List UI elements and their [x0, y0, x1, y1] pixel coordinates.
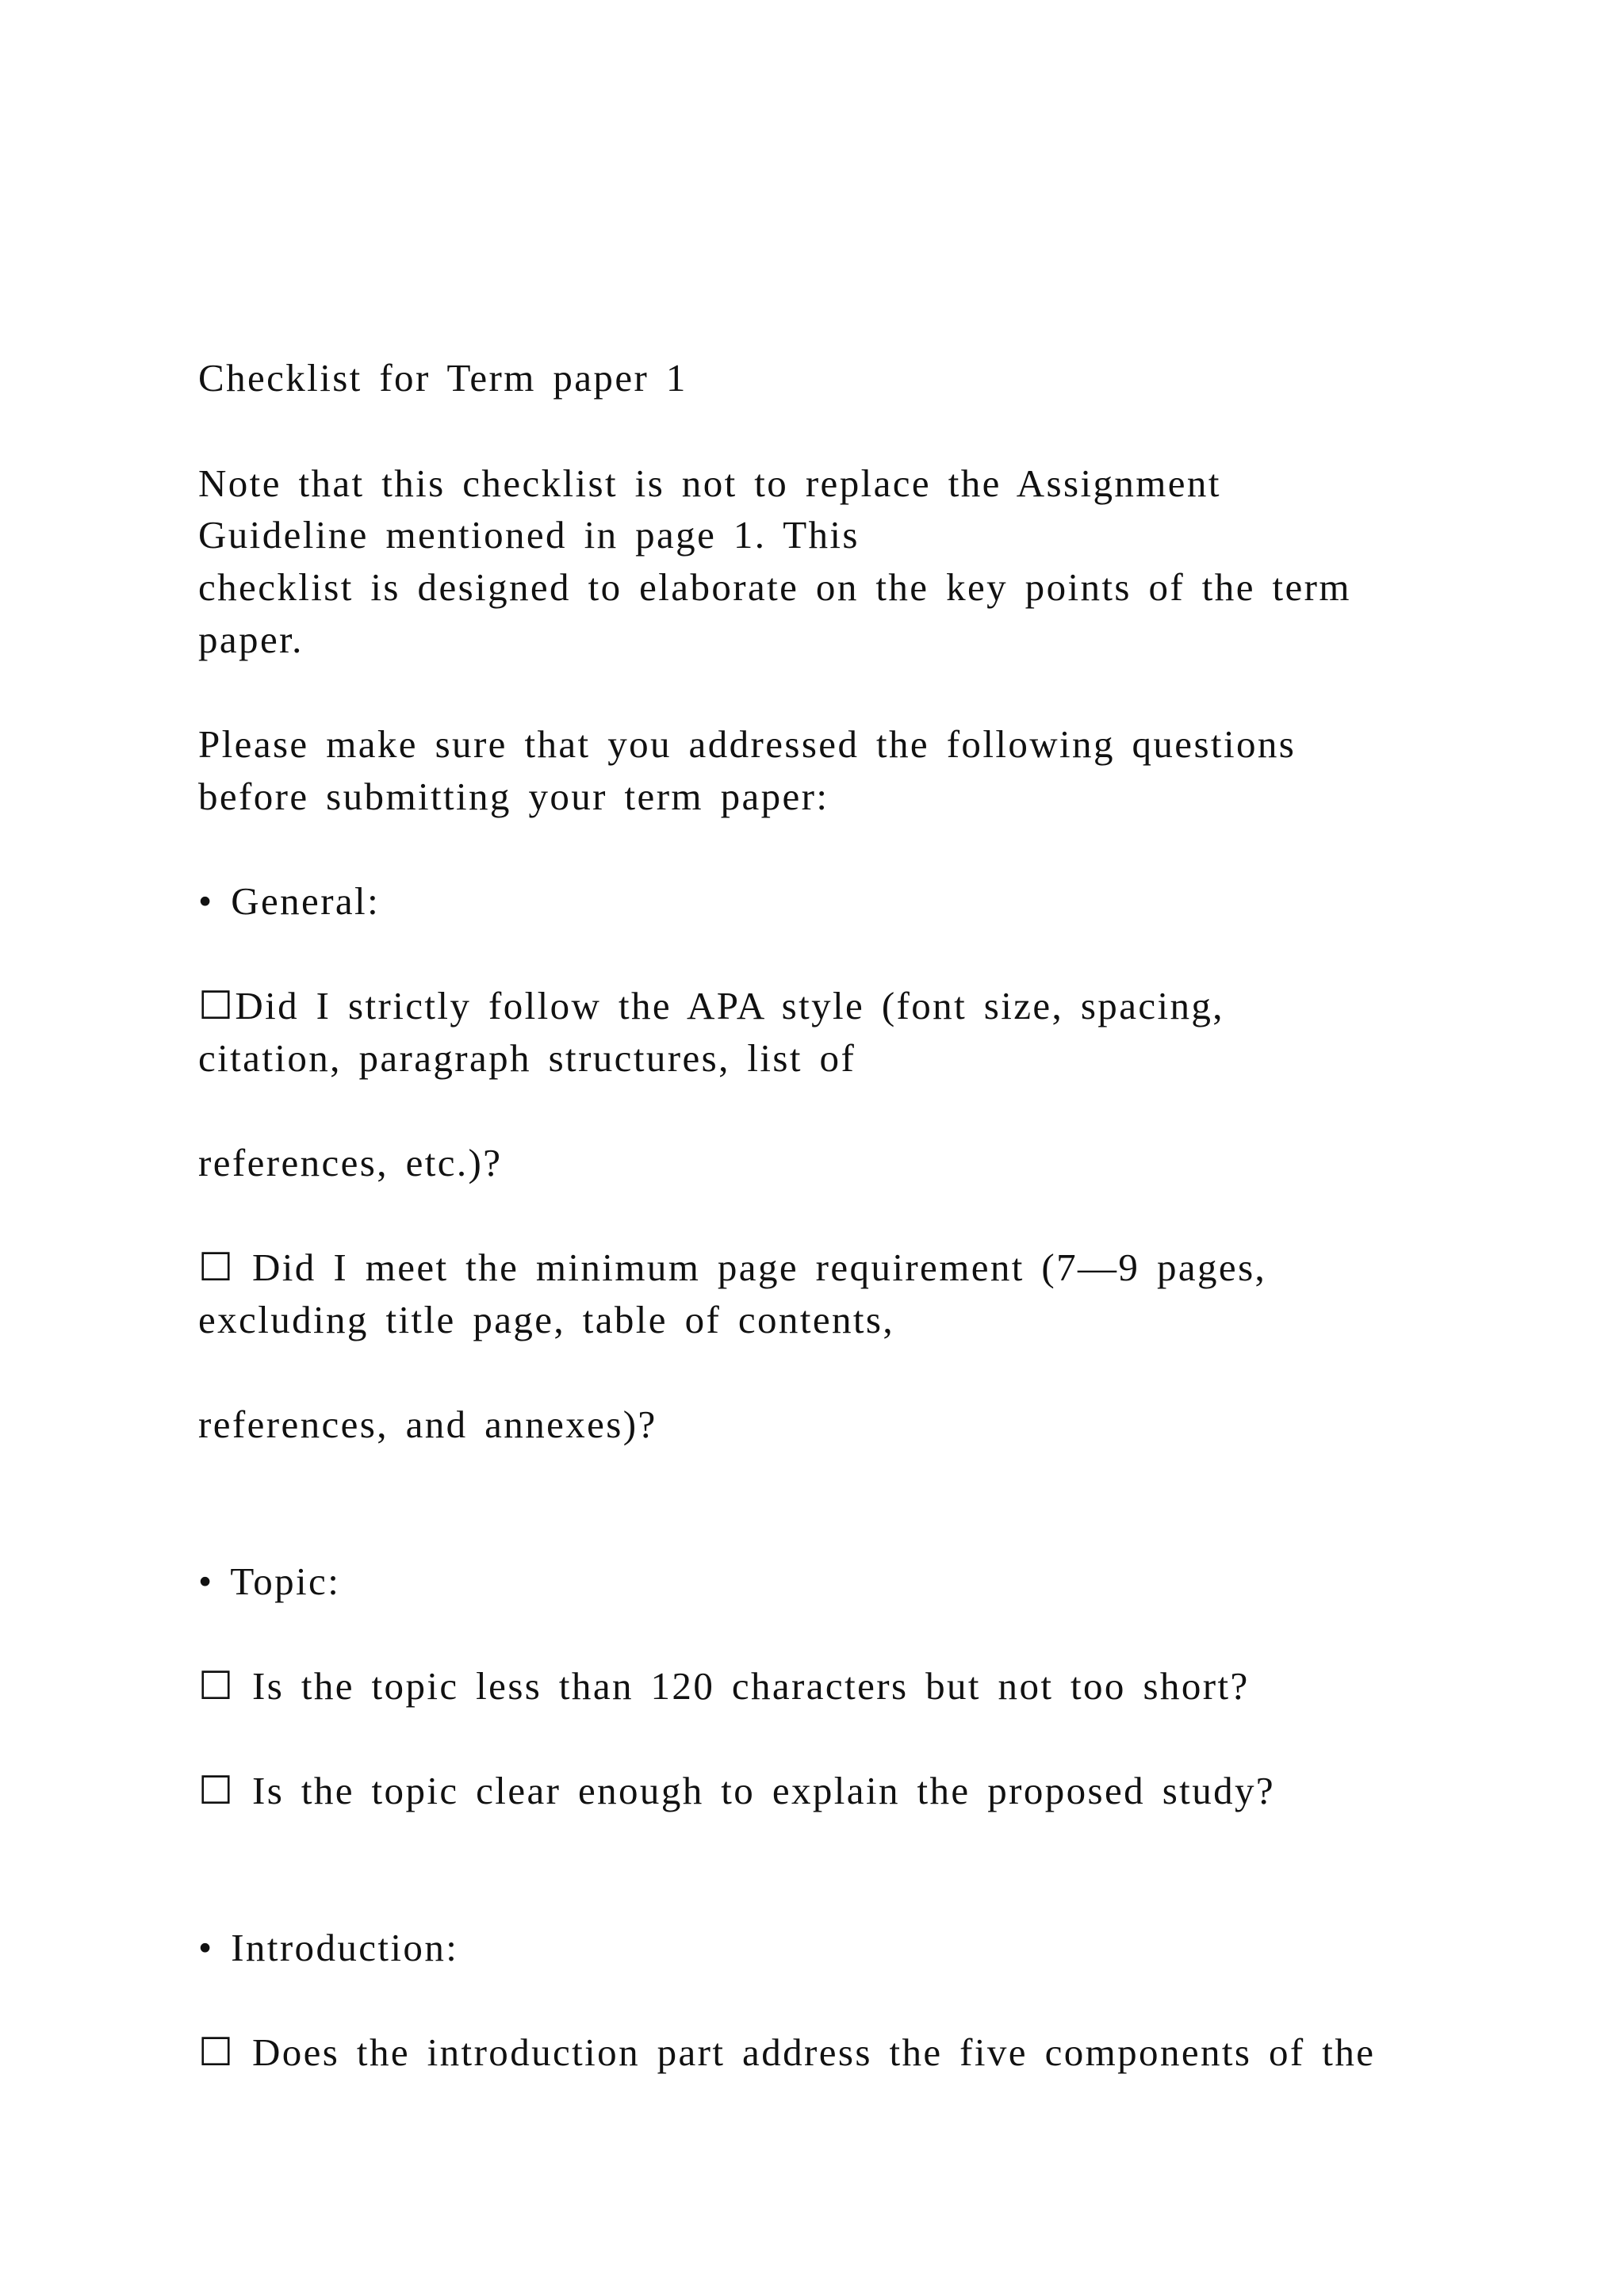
introduction-item-1: ☐ Does the introduction part address the five components of the [198, 2030, 1376, 2074]
instruction-line-2: before submitting your term paper: [198, 775, 829, 818]
general-item-1-line-2: citation, paragraph structures, list of [198, 1036, 856, 1080]
document-title: Checklist for Term paper 1 [198, 356, 688, 400]
instruction-line-1: Please make sure that you addressed the following questions [198, 722, 1297, 766]
intro-line-1: Note that this checklist is not to replace the Assignment [198, 461, 1221, 505]
section-heading-general: • General: [198, 879, 381, 923]
general-item-2-line-3: references, and annexes)? [198, 1402, 657, 1446]
general-item-2-line-1: ☐ Did I meet the minimum page requirement (7—9 pages, [198, 1246, 1267, 1289]
general-item-2-line-2: excluding title page, table of contents, [198, 1298, 895, 1341]
section-heading-introduction: • Introduction: [198, 1926, 459, 1969]
general-item-1-line-3: references, etc.)? [198, 1141, 503, 1184]
topic-item-1: ☐ Is the topic less than 120 characters but not too short? [198, 1664, 1250, 1708]
general-item-1-line-1: ☐Did I strictly follow the APA style (font size, spacing, [198, 984, 1224, 1027]
intro-line-2: Guideline mentioned in page 1. This [198, 513, 860, 557]
section-heading-topic: • Topic: [198, 1559, 341, 1603]
intro-line-4: paper. [198, 618, 304, 661]
intro-line-3: checklist is designed to elaborate on the key points of the term [198, 565, 1351, 609]
topic-item-2: ☐ Is the topic clear enough to explain the proposed study? [198, 1769, 1276, 1812]
